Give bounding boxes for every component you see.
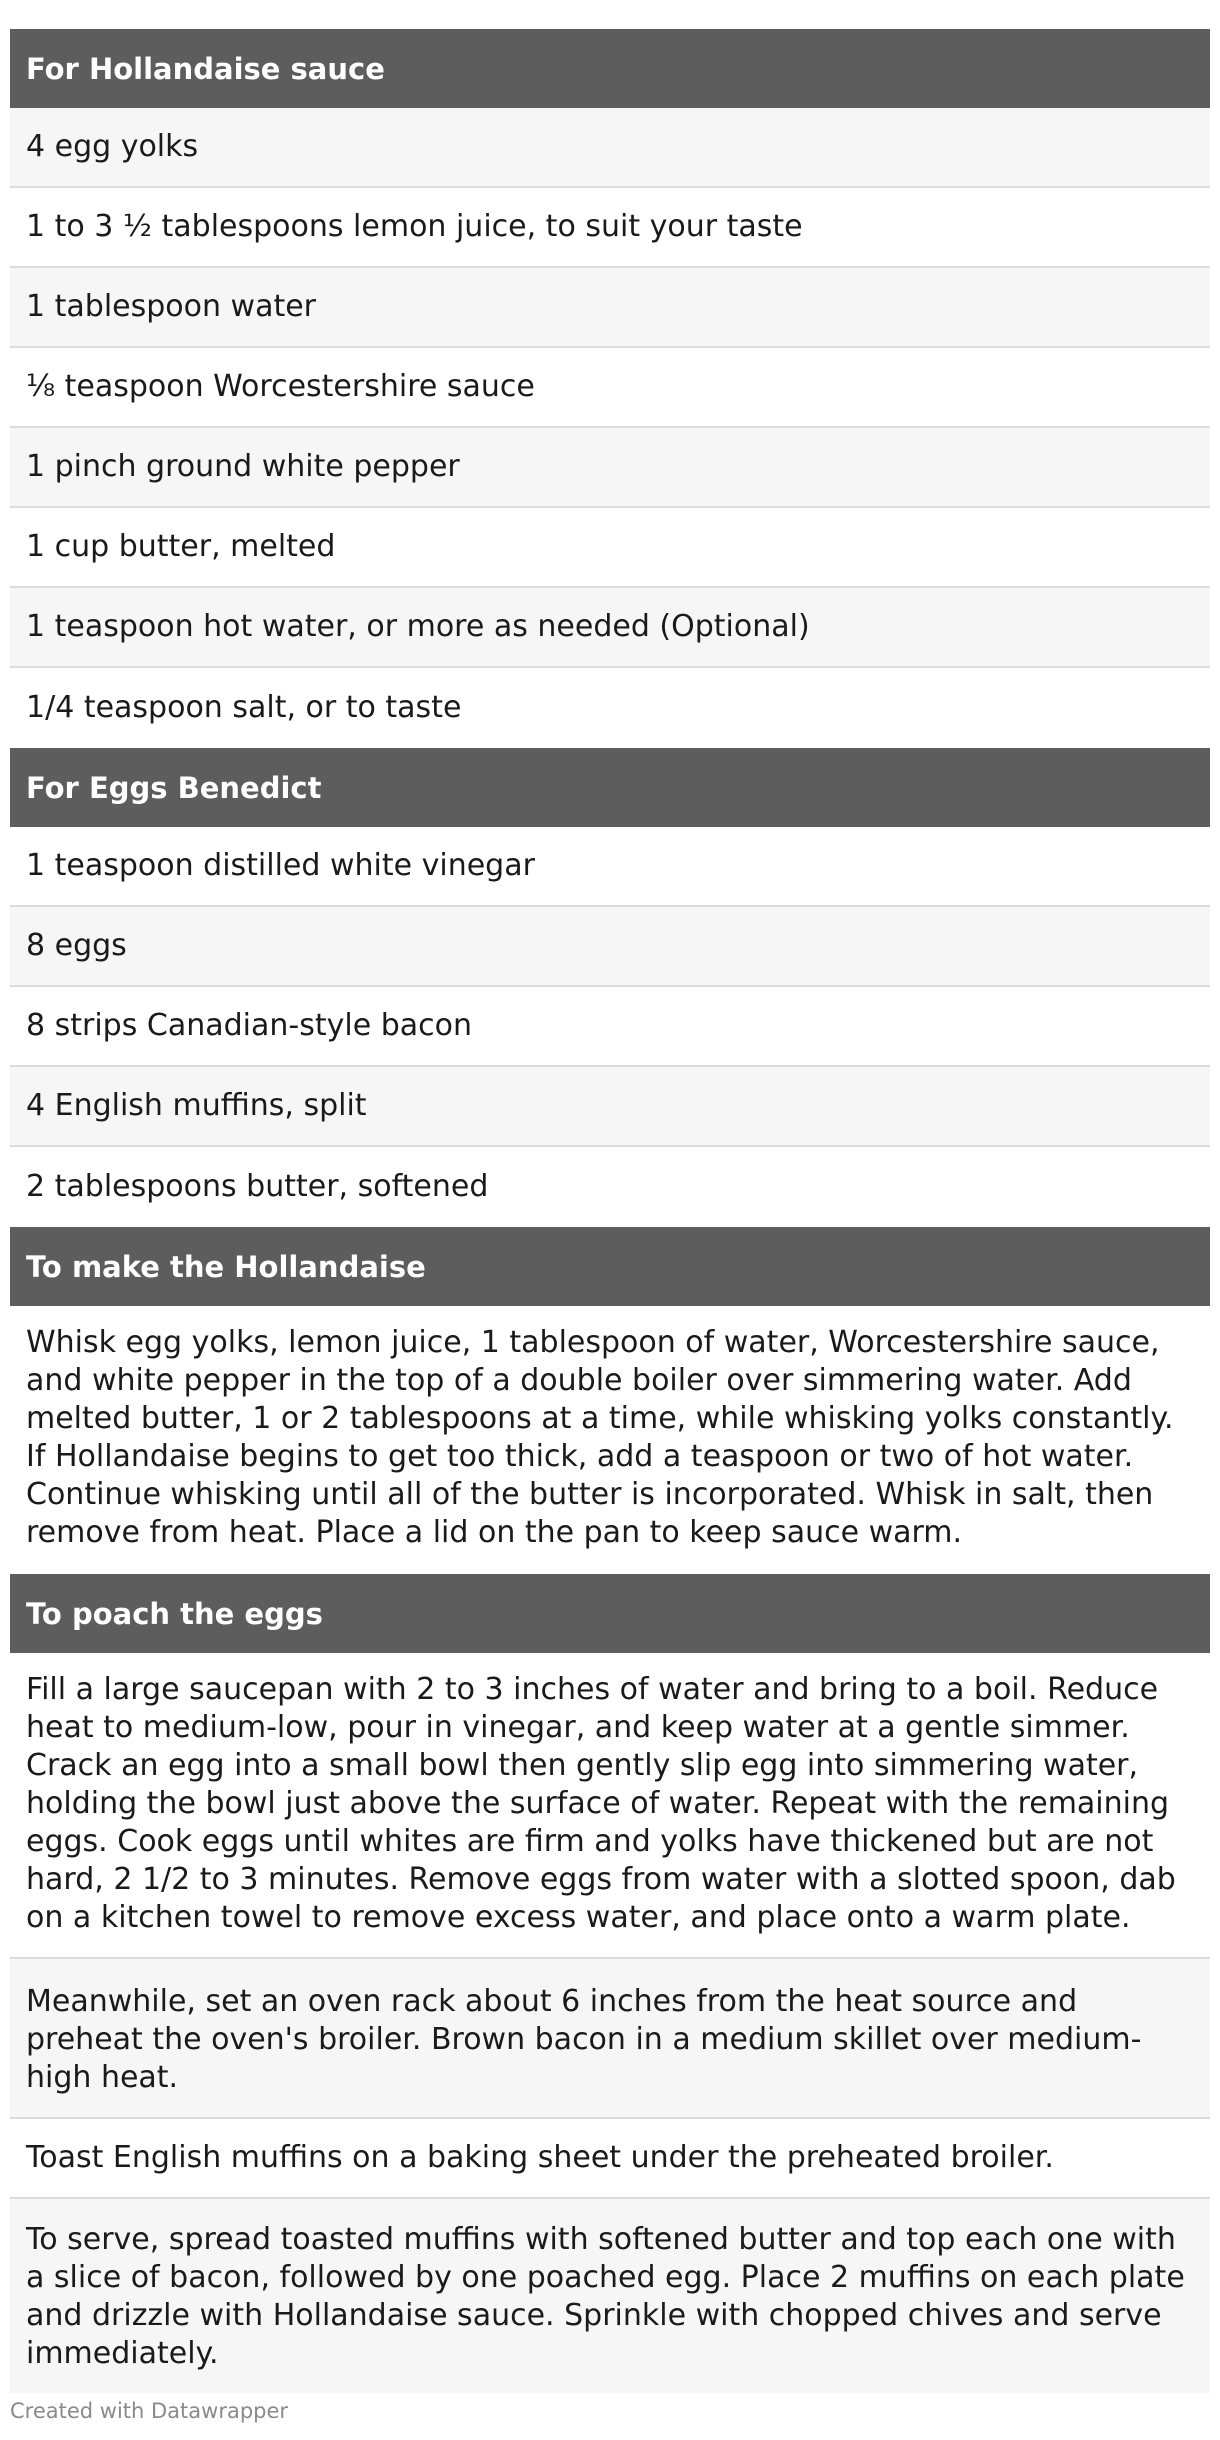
instruction-row: Meanwhile, set an oven rack about 6 inches from the heat source and preheat the oven's broiler. Brown bacon in a medium skillet over medium-high heat.	[10, 1959, 1210, 2119]
section-header-hollandaise-sauce: For Hollandaise sauce	[10, 29, 1210, 108]
ingredient-row: ⅛ teaspoon Worcestershire sauce	[10, 348, 1210, 428]
instruction-row: Toast English muffins on a baking sheet under the preheated broiler.	[10, 2119, 1210, 2199]
ingredient-row: 8 eggs	[10, 907, 1210, 987]
ingredient-row: 8 strips Canadian-style bacon	[10, 987, 1210, 1067]
ingredient-row: 1 tablespoon water	[10, 268, 1210, 348]
section-header-make-hollandaise: To make the Hollandaise	[10, 1227, 1210, 1306]
ingredient-row: 1 teaspoon distilled white vinegar	[10, 827, 1210, 907]
footer-credit: Created with Datawrapper	[10, 2399, 289, 2423]
instruction-row: To serve, spread toasted muffins with softened butter and top each one with a slice of bacon, followed by one poached egg. Place 2 muffins on each plate and drizzle with Hollandaise sauce. Sprinkle with chopped chives and serve immediately.	[10, 2199, 1210, 2393]
ingredient-row: 4 egg yolks	[10, 108, 1210, 188]
ingredient-row: 1 teaspoon hot water, or more as needed (Optional)	[10, 588, 1210, 668]
ingredient-row: 1 to 3 ½ tablespoons lemon juice, to suit your taste	[10, 188, 1210, 268]
section-header-eggs-benedict: For Eggs Benedict	[10, 748, 1210, 827]
instruction-row: Whisk egg yolks, lemon juice, 1 tablespoon of water, Worcestershire sauce, and white pepper in the top of a double boiler over simmering water. Add melted butter, 1 or 2 tablespoons at a time, while whisking yolks constantly. If Hollandaise begins to get too thick, add a teaspoon or two of hot water. Continue whisking until all of the butter is incorporated. Whisk in salt, then remove from heat. Place a lid on the pan to keep sauce warm.	[10, 1306, 1210, 1574]
ingredient-row: 1 pinch ground white pepper	[10, 428, 1210, 508]
recipe-table	[10, 29, 1210, 2393]
ingredient-row: 1 cup butter, melted	[10, 508, 1210, 588]
instruction-row: Fill a large saucepan with 2 to 3 inches of water and bring to a boil. Reduce heat to medium-low, pour in vinegar, and keep water at a gentle simmer. Crack an egg into a small bowl then gently slip egg into simmering water, holding the bowl just above the surface of water. Repeat with the remaining eggs. Cook eggs until whites are firm and yolks have thickened but are not hard, 2 1/2 to 3 minutes. Remove eggs from water with a slotted spoon, dab on a kitchen towel to remove excess water, and place onto a warm plate.	[10, 1653, 1210, 1959]
ingredient-row: 2 tablespoons butter, softened	[10, 1147, 1210, 1227]
section-header-poach-eggs: To poach the eggs	[10, 1574, 1210, 1653]
ingredient-row: 4 English muffins, split	[10, 1067, 1210, 1147]
ingredient-row: 1/4 teaspoon salt, or to taste	[10, 668, 1210, 748]
